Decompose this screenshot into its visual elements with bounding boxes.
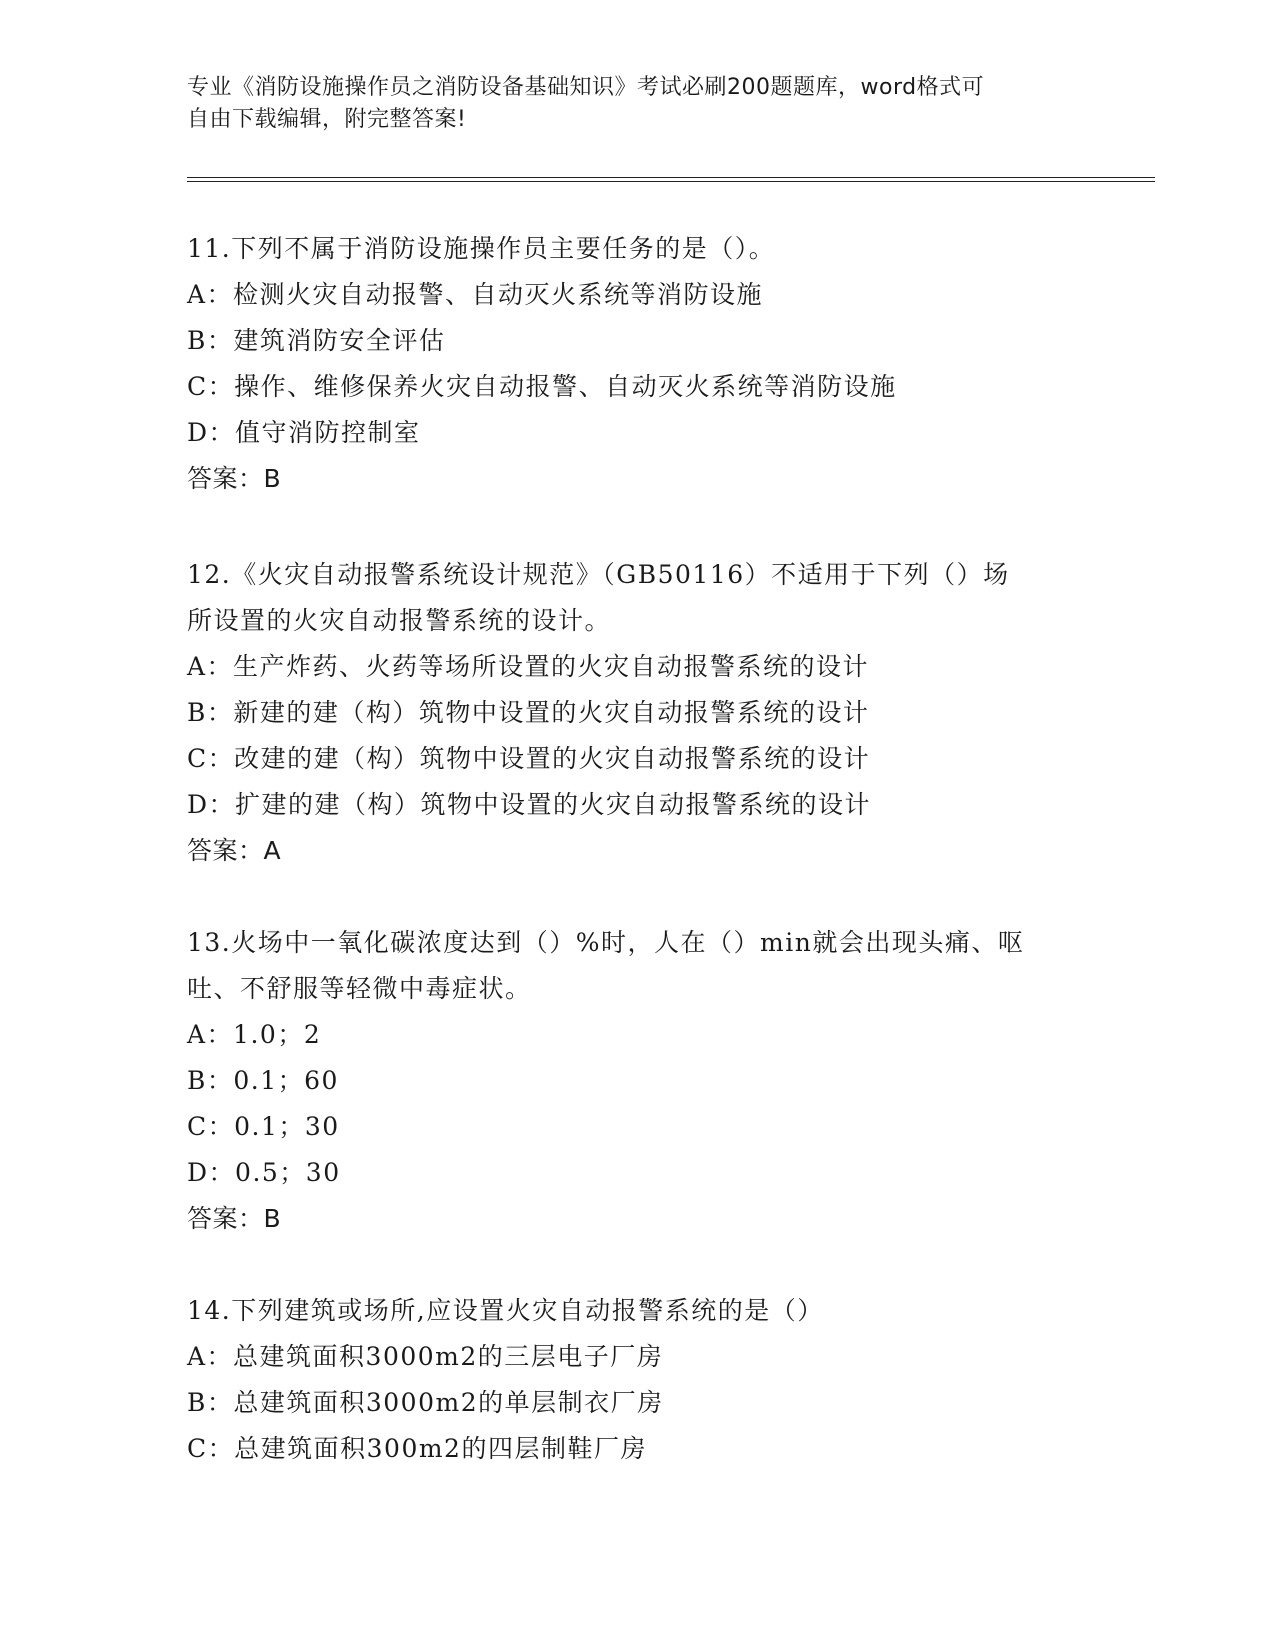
- option-c: C：0.1；30: [187, 1112, 340, 1141]
- option-d: D：值守消防控制室: [187, 418, 421, 447]
- question-stem-continued: 所设置的火灾自动报警系统的设计。: [187, 606, 612, 635]
- header-line-1: 专业《消防设施操作员之消防设备基础知识》考试必刷200题题库，word格式可: [187, 75, 985, 100]
- question-stem: 11.下列不属于消防设施操作员主要任务的是（）。: [187, 234, 776, 263]
- question-12: [187, 552, 1087, 874]
- document-header: [187, 72, 1067, 136]
- option-d: D：扩建的建（构）筑物中设置的火灾自动报警系统的设计: [187, 790, 872, 819]
- option-b: B：总建筑面积3000m2的单层制衣厂房: [187, 1388, 664, 1417]
- answer: 答案：B: [187, 1204, 282, 1233]
- header-divider-top: [187, 177, 1155, 178]
- header-divider-bottom: [187, 181, 1155, 182]
- option-c: C：总建筑面积300m2的四层制鞋厂房: [187, 1434, 647, 1463]
- question-stem: 12.《火灾自动报警系统设计规范》（GB50116）不适用于下列（）场: [187, 560, 1010, 589]
- option-b: B：新建的建（构）筑物中设置的火灾自动报警系统的设计: [187, 698, 870, 727]
- option-b: B：0.1；60: [187, 1066, 339, 1095]
- question-stem: 13.火场中一氧化碳浓度达到（）%时，人在（）min就会出现头痛、呕: [187, 928, 1025, 957]
- question-13: [187, 920, 1087, 1242]
- option-a: A：1.0；2: [187, 1020, 322, 1049]
- option-c: C：改建的建（构）筑物中设置的火灾自动报警系统的设计: [187, 744, 871, 773]
- option-a: A：检测火灾自动报警、自动灭火系统等消防设施: [187, 280, 764, 309]
- header-line-2: 自由下载编辑，附完整答案!: [187, 107, 467, 132]
- question-11: [187, 226, 1087, 502]
- question-stem: 14.下列建筑或场所,应设置火灾自动报警系统的是（）: [187, 1296, 824, 1325]
- question-stem-continued: 吐、不舒服等轻微中毒症状。: [187, 974, 532, 1003]
- option-b: B：建筑消防安全评估: [187, 326, 446, 355]
- option-a: A：总建筑面积3000m2的三层电子厂房: [187, 1342, 664, 1371]
- answer: 答案：B: [187, 464, 282, 493]
- option-d: D：0.5；30: [187, 1158, 341, 1187]
- option-a: A：生产炸药、火药等场所设置的火灾自动报警系统的设计: [187, 652, 870, 681]
- answer: 答案：A: [187, 836, 282, 865]
- question-14: [187, 1288, 1087, 1472]
- option-c: C：操作、维修保养火灾自动报警、自动灭火系统等消防设施: [187, 372, 897, 401]
